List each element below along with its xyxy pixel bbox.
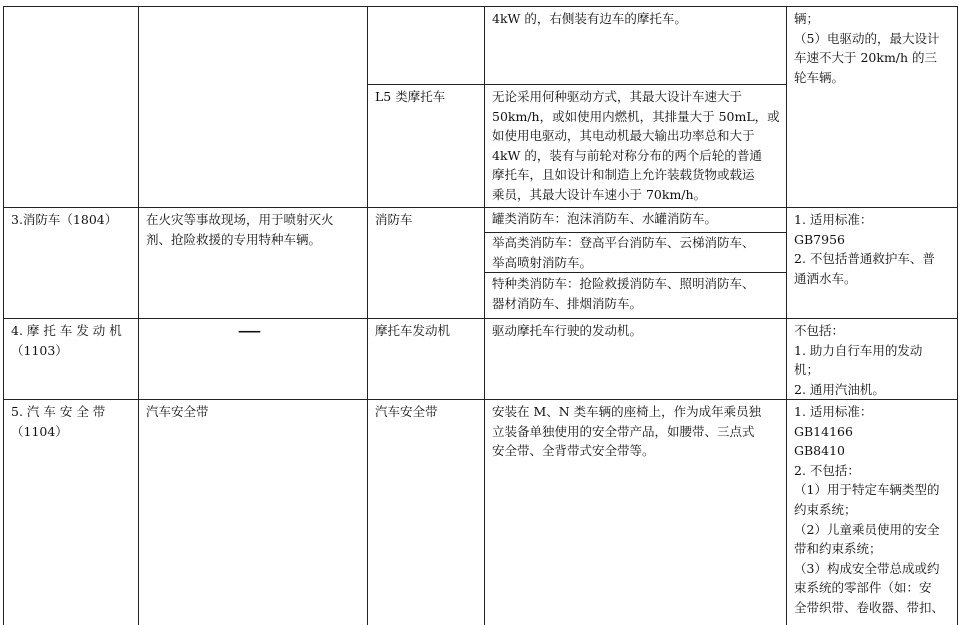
text-line: （3）构成安全带总成或约 [794,560,940,576]
text-line: 乘员，其最大设计车速小于 70km/h。 [492,186,707,202]
notes-cell [786,399,957,625]
text-line: 50km/h，或如使用内燃机，其排量大于 50mL，或 [492,108,780,124]
text-line: 4kW 的，右侧装有边车的摩托车。 [492,11,687,26]
description-cell [484,6,786,84]
subcategory-cell [367,399,484,625]
text-line: 4kW 的，装有与前轮对称分布的两个后轮的普通 [492,147,762,163]
text-line: （1103） [11,342,68,358]
text-line: GB14166 [794,423,853,439]
text-line: 束系统的零部件（如：安 [794,580,932,596]
text-line: 1. 助力自行车用的发动 [794,342,923,358]
text-line: L5 类摩托车 [375,89,446,104]
text-line: （5）电驱动的，最大设计 [794,30,940,46]
text-line: 2. 不包括： [794,462,860,478]
text-line: 1. 适用标准： [794,212,873,227]
text-line: 约束系统； [794,501,857,517]
text-line: 2. 不包括普通救护车、普 [794,251,935,267]
placeholder-dash: —— [238,323,259,338]
notes-cell [786,207,957,318]
description-cell [484,272,786,318]
description-cell [484,399,786,625]
column-divider [957,6,958,625]
text-line: 驱动摩托车行驶的发动机。 [492,323,643,338]
description-cell [484,84,786,207]
text-line: 在火灾等事故现场，用于喷射灭火 [146,212,334,227]
text-line: GB7956 [794,231,845,247]
text-line: 举高类消防车：登高平台消防车、云梯消防车、 [492,235,755,250]
text-line: 4. 摩 托 车 发 动 机 [11,323,122,338]
text-line: （1）用于特定车辆类型的 [794,482,940,498]
text-line: 5. 汽 车 安 全 带 [11,404,106,419]
product-cell [3,399,138,625]
text-line: 通洒水车。 [794,270,857,286]
text-line: GB8410 [794,443,845,459]
text-line: 机； [794,362,820,378]
definition-cell [138,399,367,625]
text-line: 如使用电驱动，其电动机最大输出功率总和大于 [492,128,755,144]
text-line: （1104） [11,423,68,439]
product-cell [3,318,138,399]
definition-cell [138,318,367,399]
notes-cell [786,6,957,207]
text-line: （2）儿童乘员使用的安全 [794,521,940,537]
text-line: 无论采用何种驱动方式，其最大设计车速大于 [492,89,743,104]
text-line: 器材消防车、排烟消防车。 [492,295,643,311]
text-line: 2. 通用汽油机。 [794,381,885,397]
text-line: 1. 适用标准： [794,404,873,419]
subcategory-cell [367,207,484,318]
text-line: 立装备单独使用的安全带产品，如腰带、三点式 [492,423,755,439]
definition-cell [138,207,367,318]
description-cell [484,318,786,399]
text-line: 不包括： [794,323,845,338]
text-line: 罐类消防车：泡沫消防车、水罐消防车。 [492,211,718,226]
notes-cell [786,318,957,399]
text-line: 全带织带、卷收器、带扣、 [794,599,945,615]
text-line: 辆； [794,11,820,26]
text-line: 车速不大于 20km/h 的三 [794,50,938,66]
subcategory-cell [367,84,484,207]
text-line: 汽车安全带 [146,404,209,419]
text-line: 摩托车发动机 [375,323,451,338]
text-line: 举高喷射消防车。 [492,254,593,270]
text-line: 安装在 M、N 类车辆的座椅上，作为成年乘员独 [492,404,762,419]
text-line: 安全带、全背带式安全带等。 [492,443,655,459]
text-line: 消防车 [375,212,413,227]
text-line: 摩托车，且如设计和制造上允许装载货物或载运 [492,167,755,183]
text-line: 3.消防车（1804） [11,212,118,227]
product-cell [3,207,138,318]
text-line: 汽车安全带 [375,404,438,419]
text-line: 特种类消防车：抢险救援消防车、照明消防车、 [492,276,755,291]
text-line: 带和约束系统； [794,541,882,557]
text-line: 轮车辆。 [794,69,845,85]
subcategory-cell [367,318,484,399]
description-cell [484,207,786,232]
text-line: 剂、抢险救援的专用特种车辆。 [146,231,322,247]
description-cell [484,232,786,272]
